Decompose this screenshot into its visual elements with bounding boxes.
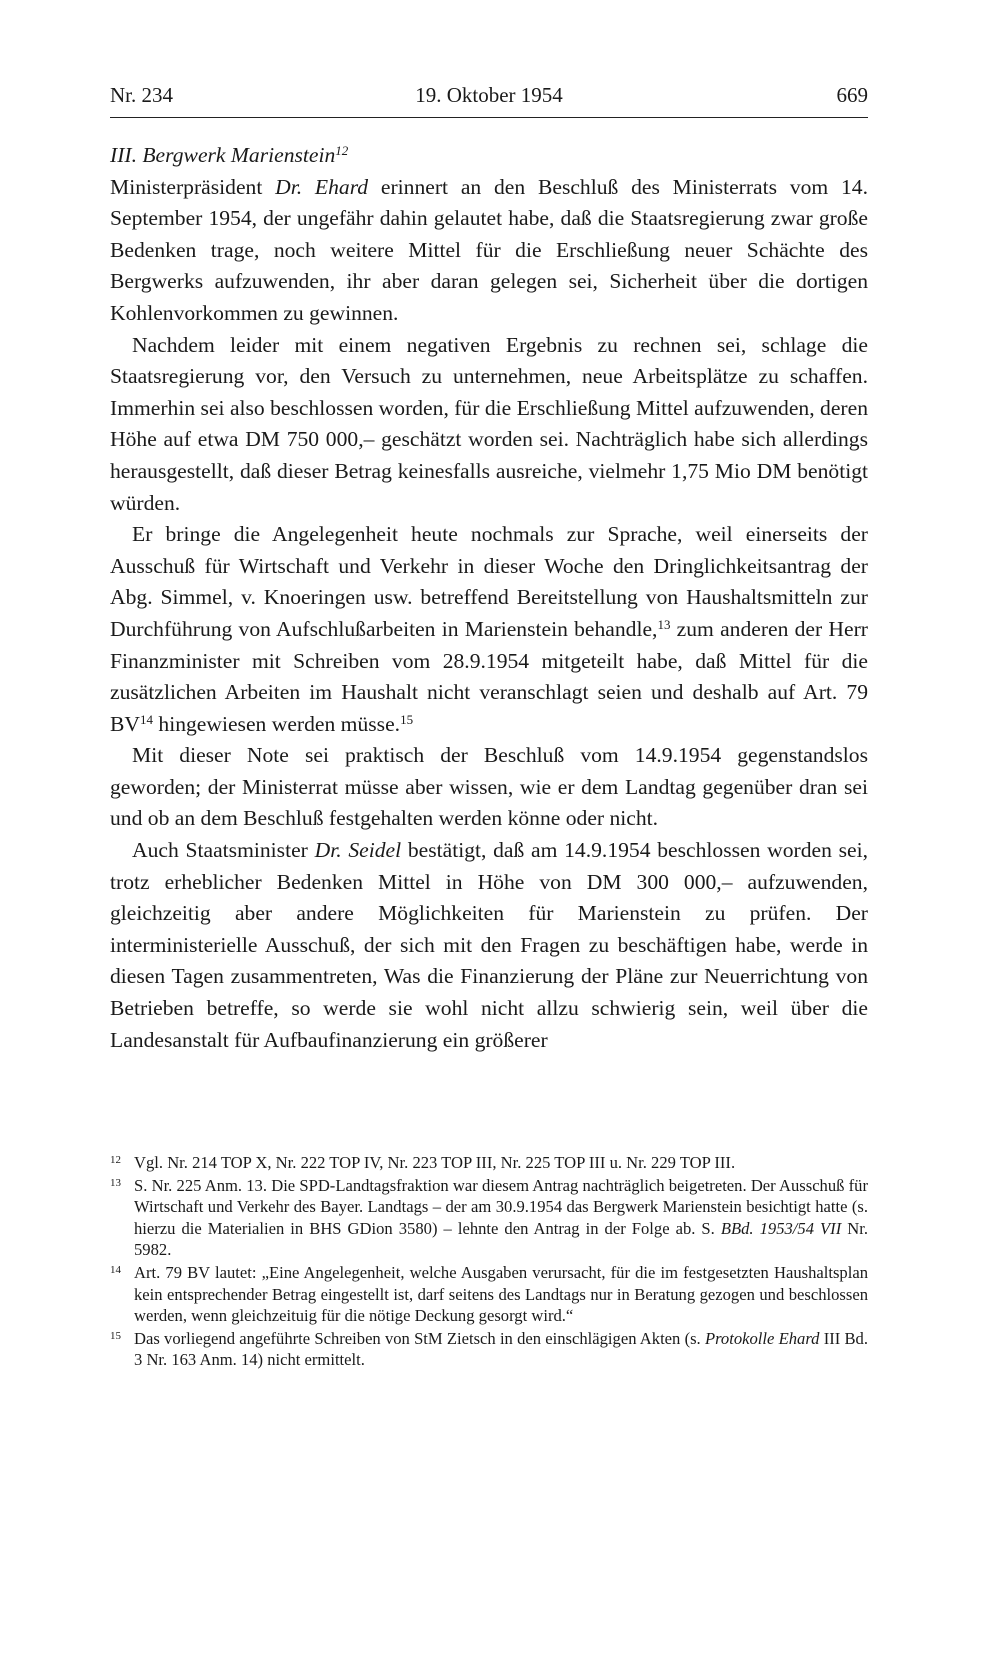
footnote-ref-13[interactable]: 13 [657, 616, 671, 632]
speaker-name: Dr. Seidel [314, 838, 402, 863]
footnote-number: 15 [110, 1329, 121, 1342]
running-header [110, 83, 868, 118]
footnote-ref-15[interactable]: 15 [400, 711, 414, 727]
paragraph-5: Auch Staatsminister Dr. Seidel bestätigt, daß am 14.9.1954 beschlossen worden sei, trotz erheblicher Bedenken Mittel in Höhe von DM 300 000,– aufzuwenden, gleichzeitig aber andere Möglichkeiten für Marienstein zu prüfen. Der interministerielle Ausschuß, der sich mit den Fragen zu beschäftigen habe, werde in diesen Tagen zusammentreten, Was die Finanzierung der Pläne zur Neuerrichtung von Betrieben betreffe, so werde sie wohl nicht allzu schwierig sein, weil über die Landesanstalt für Aufbaufinanzierung ein größerer [110, 838, 868, 1052]
footnote-12: 12 Vgl. Nr. 214 TOP X, Nr. 222 TOP IV, Nr. 223 TOP III, Nr. 225 TOP III u. Nr. 229 TOP III. [110, 1152, 868, 1174]
header-date: 19. Oktober 1954 [415, 83, 563, 107]
paragraph-3: Er bringe die Angelegenheit heute nochmals zur Sprache, weil einerseits der Ausschuß für Wirtschaft und Verkehr in dieser Woche den Dringlichkeitsantrag der Abg. Simmel, v. Knoeringen usw. betreffend Bereitstellung von Haushaltsmitteln zur Durchführung von Aufschlußarbeiten in Marienstein behandle,$^{13}$ zum anderen der Herr Finanzminister mit Schreiben vom 28.9.1954 mitgeteilt habe, daß Mittel für die zusätzlichen Arbeiten im Haushalt nicht veranschlagt seien und deshalb auf Art. 79 BV$^{14}$ hingewiesen werden müsse.$^{15}$ [110, 522, 868, 736]
footnotes [110, 1152, 868, 1372]
paragraph-1: Ministerpräsident Dr. Ehard erinnert an den Beschluß des Ministerrats vom 14. September 1954, der ungefähr dahin gelautet habe, daß die Staatsregierung zwar große Bedenken trage, noch weitere Mittel für die Erschließung neuer Schächte des Bergwerks aufzuwenden, ihr aber daran gelegen sei, Sicherheit über die dortigen Kohlenvorkommen zu gewinnen. [110, 174, 868, 325]
footnote-number: 14 [110, 1263, 121, 1276]
footnote-14: 14 Art. 79 BV lautet: „Eine Angelegenheit, welche Ausgaben verursacht, für die im festgesetzten Haushaltsplan kein entsprechender Betrag eingestellt ist, darf seitens des Landtags nur in Beratung gezogen und beschlossen werden, wenn gleichzeituig für die nötige Deckung gesorgt wird.“ [110, 1262, 868, 1327]
paragraph-4: Mit dieser Note sei praktisch der Beschluß vom 14.9.1954 gegenstandslos geworden; der Ministerrat müsse aber wissen, wie er dem Landtag gegenüber dran sei und ob an dem Beschluß festgehalten werden könne oder nicht. [110, 743, 868, 831]
footnote-ref-14[interactable]: 14 [140, 711, 153, 727]
body-text [110, 140, 868, 1056]
document-number: Nr. 234 [110, 83, 173, 107]
footnote-number: 12 [110, 1154, 121, 1166]
page-number: 669 [836, 83, 868, 107]
footnote-ref-12[interactable]: 12 [335, 142, 349, 158]
footnote-13: 13 S. Nr. 225 Anm. 13. Die SPD-Landtagsfraktion war diesem Antrag nachträglich beigetreten. Der Ausschuß für Wirtschaft und Verkehr des Bayer. Landtags – der am 30.9.1954 das Bergwerk Marienstein besichtigt hatte (s. hierzu die Materialien in BHS GDion 3580) – lehnte den Antrag in der Folge ab. S. BBd. 1953/54 VII Nr. 5982. [110, 1175, 868, 1261]
speaker-name: Dr. Ehard [275, 174, 369, 199]
paragraph-2: Nachdem leider mit einem negativen Ergebnis zu rechnen sei, schlage die Staatsregierung vor, den Versuch zu unternehmen, neue Arbeitsplätze zu schaffen. Immerhin sei also beschlossen worden, für die Erschließung Mittel aufzuwenden, deren Höhe auf etwa DM 750 000,– geschätzt worden sei. Nachträglich habe sich allerdings herausgestellt, daß dieser Betrag keinesfalls ausreiche, vielmehr 1,75 Mio DM benötigt würden. [110, 332, 868, 515]
footnote-15: 15 Das vorliegend angeführte Schreiben von StM Zietsch in den einschlägigen Akten (s. Protokolle Ehard III Bd. 3 Nr. 163 Anm. 14) nicht ermittelt. [110, 1328, 868, 1371]
section-heading: III. Bergwerk Marienstein$^{12}$ [110, 142, 349, 167]
footnote-number: 13 [110, 1176, 121, 1189]
